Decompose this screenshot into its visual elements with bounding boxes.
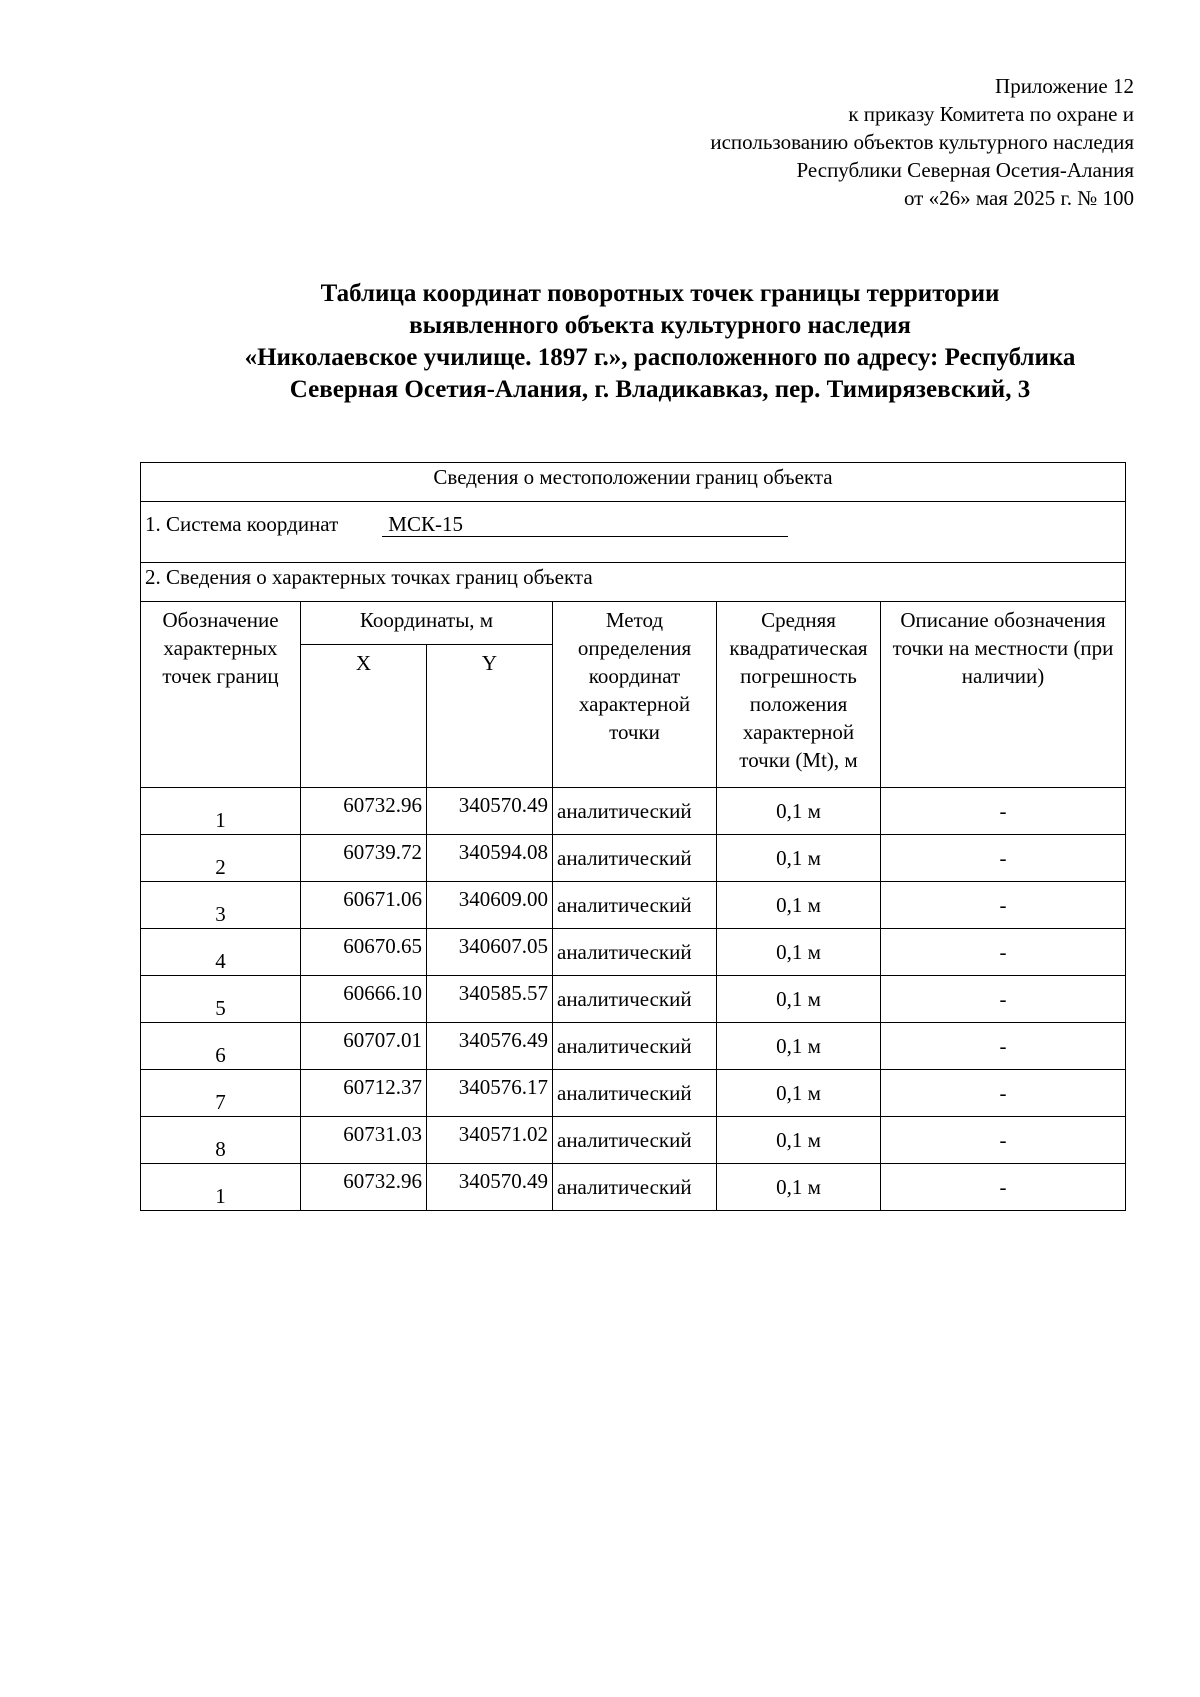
section-row	[141, 563, 1126, 602]
cell-error: 0,1 м	[717, 835, 881, 882]
cell-description: -	[881, 1117, 1126, 1164]
cell-description: -	[881, 788, 1126, 835]
cell-y: 340609.00	[427, 882, 553, 929]
section-label: 2. Сведения о характерных точках границ объекта	[141, 563, 1126, 602]
cell-point: 2	[141, 835, 301, 882]
cell-method: аналитический	[553, 1023, 717, 1070]
cell-error: 0,1 м	[717, 1023, 881, 1070]
header-y: Y	[427, 645, 553, 788]
table-row	[141, 929, 1126, 976]
cell-point: 7	[141, 1070, 301, 1117]
table-caption: Сведения о местоположении границ объекта	[141, 463, 1126, 502]
header-coords: Координаты, м	[301, 602, 553, 645]
appendix-republic-line: Республики Северная Осетия-Алания	[796, 158, 1134, 182]
cell-error: 0,1 м	[717, 882, 881, 929]
cell-description: -	[881, 1070, 1126, 1117]
cell-method: аналитический	[553, 882, 717, 929]
cell-error: 0,1 м	[717, 1164, 881, 1211]
cell-x: 60732.96	[301, 1164, 427, 1211]
table-row	[141, 882, 1126, 929]
cell-x: 60670.65	[301, 929, 427, 976]
cell-description: -	[881, 976, 1126, 1023]
cell-method: аналитический	[553, 1164, 717, 1211]
header-method: Метод определения координат характерной точки	[553, 602, 717, 788]
cell-description: -	[881, 1023, 1126, 1070]
title-line-4: Северная Осетия-Алания, г. Владикавказ, пер. Тимирязевский, 3	[289, 376, 1031, 403]
coordinates-table-body	[141, 463, 1126, 1211]
coord-system-value: МСК-15	[382, 504, 788, 537]
cell-x: 60731.03	[301, 1117, 427, 1164]
cell-method: аналитический	[553, 1117, 717, 1164]
header-row-1	[141, 602, 1126, 645]
document-title	[160, 278, 1160, 406]
cell-y: 340576.49	[427, 1023, 553, 1070]
cell-method: аналитический	[553, 976, 717, 1023]
table-row	[141, 1117, 1126, 1164]
coord-system-cell	[141, 502, 1126, 563]
header-description: Описание обозначения точки на местности (при наличии)	[881, 602, 1126, 788]
cell-x: 60666.10	[301, 976, 427, 1023]
cell-point: 1	[141, 788, 301, 835]
appendix-date-line: от «26» мая 2025 г. № 100	[903, 186, 1134, 210]
header-x: X	[301, 645, 427, 788]
appendix-order-line: к приказу Комитета по охране и	[848, 102, 1134, 126]
cell-y: 340571.02	[427, 1117, 553, 1164]
cell-description: -	[881, 929, 1126, 976]
table-row	[141, 835, 1126, 882]
table-row	[141, 788, 1126, 835]
coord-system-row	[141, 502, 1126, 563]
table-row	[141, 1070, 1126, 1117]
table-row	[141, 1023, 1126, 1070]
coordinates-table	[140, 462, 1126, 1211]
cell-y: 340576.17	[427, 1070, 553, 1117]
cell-x: 60671.06	[301, 882, 427, 929]
header-error: Средняя квадратическая погрешность положения характерной точки (Mt), м	[717, 602, 881, 788]
appendix-committee-line: использованию объектов культурного наследия	[710, 130, 1134, 154]
cell-error: 0,1 м	[717, 1070, 881, 1117]
cell-description: -	[881, 1164, 1126, 1211]
cell-x: 60739.72	[301, 835, 427, 882]
cell-y: 340570.49	[427, 1164, 553, 1211]
cell-method: аналитический	[553, 835, 717, 882]
cell-x: 60707.01	[301, 1023, 427, 1070]
cell-description: -	[881, 882, 1126, 929]
coord-system-label: 1. Система координат	[145, 512, 339, 536]
cell-error: 0,1 м	[717, 929, 881, 976]
cell-point: 3	[141, 882, 301, 929]
cell-point: 8	[141, 1117, 301, 1164]
cell-point: 6	[141, 1023, 301, 1070]
cell-error: 0,1 м	[717, 1117, 881, 1164]
cell-point: 5	[141, 976, 301, 1023]
cell-point: 1	[141, 1164, 301, 1211]
cell-y: 340570.49	[427, 788, 553, 835]
cell-error: 0,1 м	[717, 788, 881, 835]
cell-point: 4	[141, 929, 301, 976]
cell-x: 60712.37	[301, 1070, 427, 1117]
title-line-3: «Николаевское училище. 1897 г.», расположенного по адресу: Республика	[244, 344, 1076, 371]
table-row	[141, 1164, 1126, 1211]
title-line-2: выявленного объекта культурного наследия	[409, 312, 911, 339]
appendix-block	[434, 72, 1134, 212]
cell-description: -	[881, 835, 1126, 882]
cell-y: 340594.08	[427, 835, 553, 882]
cell-method: аналитический	[553, 788, 717, 835]
appendix-number: Приложение 12	[995, 74, 1134, 98]
cell-method: аналитический	[553, 929, 717, 976]
title-line-1: Таблица координат поворотных точек границы территории	[320, 280, 1000, 307]
table-row	[141, 976, 1126, 1023]
cell-method: аналитический	[553, 1070, 717, 1117]
cell-x: 60732.96	[301, 788, 427, 835]
header-point: Обозначение характерных точек границ	[141, 602, 301, 788]
cell-y: 340585.57	[427, 976, 553, 1023]
table-caption-row	[141, 463, 1126, 502]
cell-error: 0,1 м	[717, 976, 881, 1023]
cell-y: 340607.05	[427, 929, 553, 976]
